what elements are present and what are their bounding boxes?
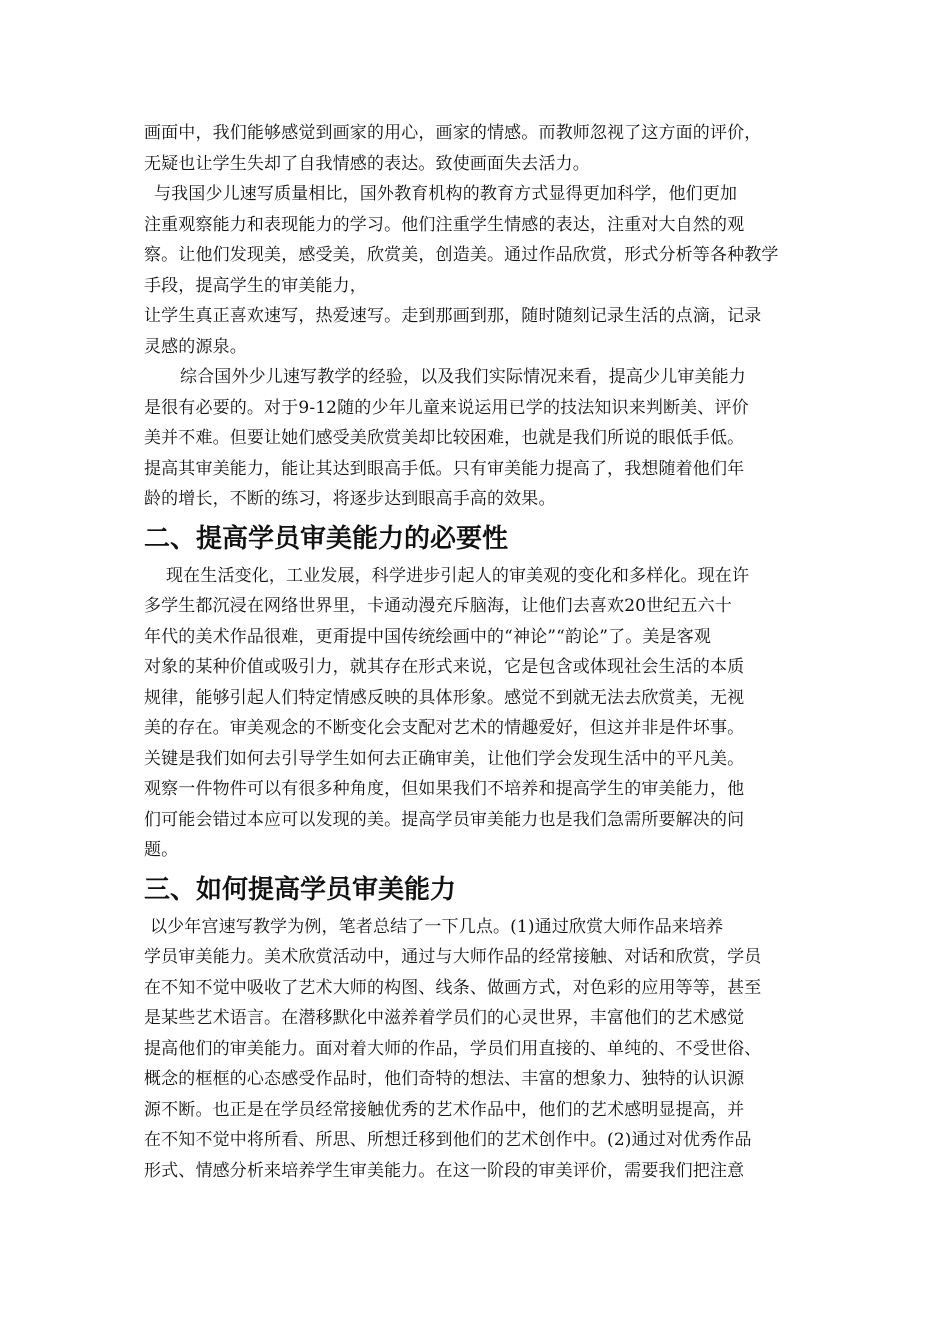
text-line: 龄的增长，不断的练习，将逐步达到眼高手高的效果。 [144, 489, 556, 509]
text-line: 题。 [144, 840, 179, 860]
paragraph-1 [144, 118, 808, 179]
text-line: 灵感的源泉。 [144, 336, 247, 357]
text-line: 概念的框框的心态感受作品时，他们奇特的想法、丰富的想象力、独特的认识源 [144, 1069, 745, 1089]
text-line: 是某些艺术语言。在潜移默化中滋养着学员们的心灵世界，丰富他们的艺术感觉 [144, 1008, 745, 1028]
text-line: 以少年宫速写教学为例，笔者总结了一下几点。(1)通过欣赏大师作品来培养 [150, 916, 724, 937]
text-line: 无疑也让学生失却了自我情感的表达。致使画面失去活力。 [144, 153, 590, 174]
paragraph-3 [144, 362, 808, 515]
section-2-body [144, 561, 808, 866]
text-line: 在不知不觉中将所看、所思、所想迁移到他们的艺术创作中。(2)通过对优秀作品 [144, 1130, 752, 1150]
text-line: 规律，能够引起人们特定情感反映的具体形象。感觉不到就无法去欣赏美，无视 [144, 687, 745, 708]
text-line: 学员审美能力。美术欣赏活动中，通过与大师作品的经常接触、对话和欣赏，学员 [144, 947, 762, 967]
paragraph-2 [144, 179, 808, 362]
text-line: 形式、情感分析来培养学生审美能力。在这一阶段的审美评价，需要我们把注意 [144, 1160, 745, 1181]
section-3-body [144, 912, 808, 1187]
text-line: 提高他们的审美能力。面对着大师的作品，学员们用直接的、单纯的、不受世俗、 [144, 1038, 762, 1059]
text-line: 是很有必要的。对于9-12随的少年儿童来说运用已学的技法知识来判断美、评价 [144, 397, 749, 418]
text-line: 手段，提高学生的审美能力， [144, 275, 367, 296]
text-line: 年代的美术作品很难，更甭提中国传统绘画中的“神论”“韵论”了。美是客观 [144, 626, 712, 647]
text-line: 现在生活变化，工业发展，科学进步引起人的审美观的变化和多样化。现在许 [166, 565, 750, 586]
text-line: 让学生真正喜欢速写，热爱速写。走到那画到那，随时随刻记录生活的点滴，记录 [144, 306, 762, 326]
text-line: 在不知不觉中吸收了艺术大师的构图、线条、做画方式，对色彩的应用等等，甚至 [144, 977, 762, 998]
text-line: 源不断。也正是在学员经常接触优秀的艺术作品中，他们的艺术感明显提高，并 [144, 1099, 745, 1120]
text-line: 美的存在。审美观念的不断变化会支配对艺术的情趣爱好，但这并非是件坏事。 [144, 718, 745, 738]
text-line: 观察一件物件可以有很多种角度，但如果我们不培养和提高学生的审美能力，他 [144, 779, 745, 799]
text-line: 综合国外少儿速写教学的经验，以及我们实际情况来看，提高少儿审美能力 [180, 367, 746, 387]
text-line: 注重观察能力和表现能力的学习。他们注重学生情感的表达，注重对大自然的观 [144, 214, 745, 235]
text-line: 提高其审美能力，能让其达到眼高手低。只有审美能力提高了，我想随着他们年 [144, 458, 745, 479]
text-line: 们可能会错过本应可以发现的美。提高学员审美能力也是我们急需所要解决的问 [144, 809, 745, 830]
section-heading-2: 二、提高学员审美能力的必要性 [144, 523, 509, 554]
text-line: 关键是我们如何去引导学生如何去正确审美，让他们学会发现生活中的平凡美。 [144, 748, 745, 769]
text-line: 对象的某种价值或吸引力，就其存在形式来说，它是包含或体现社会生活的本质 [144, 657, 745, 677]
text-line: 察。让他们发现美，感受美，欣赏美，创造美。通过作品欣赏，形式分析等各种教学 [144, 245, 779, 265]
text-line: 与我国少儿速写质量相比，国外教育机构的教育方式显得更加科学，他们更加 [154, 184, 738, 204]
text-line: 多学生都沉浸在网络世界里，卡通动漫充斥脑海，让他们去喜欢20世纪五六十 [144, 596, 732, 616]
section-heading-3: 三、如何提高学员审美能力 [144, 874, 457, 905]
text-line: 画面中，我们能够感觉到画家的用心，画家的情感。而教师忽视了这方面的评价， [144, 123, 762, 143]
text-line: 美并不难。但要让她们感受美欣赏美却比较困难，也就是我们所说的眼低手低。 [144, 428, 745, 448]
